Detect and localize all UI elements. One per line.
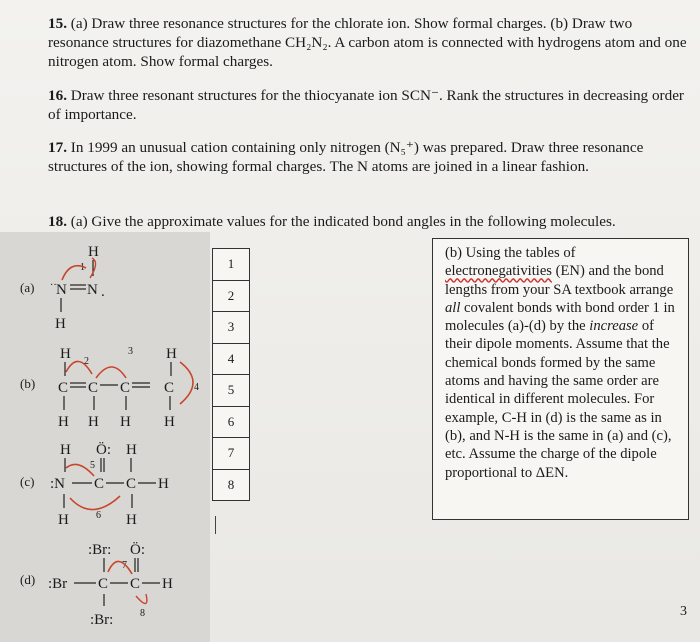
svg-text:4: 4 [194,382,199,393]
text-cursor [215,516,216,534]
svg-text:H: H [120,414,131,430]
svg-text:H: H [166,346,177,362]
svg-text:H: H [126,512,137,528]
page-number: 3 [680,604,687,619]
answer-cell-7[interactable]: 7 [213,438,249,470]
part-b-text-4: all [445,299,461,316]
answer-cell-2[interactable]: 2 [213,281,249,313]
svg-text::Br:: :Br: [88,542,112,558]
svg-text:3: 3 [128,346,133,357]
svg-text:H: H [88,414,99,430]
svg-text:2: 2 [84,356,89,367]
bond-angle-answer-table [212,248,250,501]
molecule-b-structure [58,346,199,430]
molecule-a-label: (a) [20,280,35,295]
part-b-box [432,238,689,520]
svg-text:C: C [58,380,69,396]
svg-text:8: 8 [140,608,145,619]
svg-text:H: H [88,244,99,260]
question-17-number: 17. [48,139,67,156]
svg-text:7: 7 [122,560,127,571]
answer-cell-1[interactable]: 1 [213,249,249,281]
svg-text::Br: :Br [48,576,68,592]
svg-text:C: C [126,476,137,492]
molecule-a-structure [50,244,105,332]
svg-text:H: H [58,414,69,430]
svg-text:H: H [60,442,71,458]
molecule-d-label: (d) [20,572,36,587]
svg-text:6: 6 [96,510,101,521]
svg-text:H: H [58,512,69,528]
answer-cell-3[interactable]: 3 [213,312,249,344]
part-b-text-1: (b) Using the tables of [445,245,576,261]
question-15-number: 15. [48,15,67,32]
svg-text::N: :N [50,476,65,492]
svg-text:H: H [162,576,173,592]
svg-text:H: H [164,414,175,430]
molecule-structures-figure [0,232,215,642]
part-b-text-6: increase [589,318,639,335]
svg-text:C: C [164,380,175,396]
part-b-text-7: of their dipole moments. Assume that the chemical bonds formed by the same atoms and having the same order are identical in different molecules. For example, C-H in (d) is the same as in (b), and N-H is the same in (a) and (c), etc. Assume the charge of the dipole proportional to ΔEN. [445,318,672,481]
question-16-text: Draw three resonant structures for the thiocyanate ion SCN⁻. Rank the structures in decreasing order of importance. [48,87,684,123]
question-16 [48,86,688,124]
question-16-number: 16. [48,87,67,104]
svg-text:··: ·· [50,280,57,291]
molecule-d-structure [48,541,173,628]
svg-text:H: H [60,346,71,362]
molecule-c-structure [50,441,169,528]
svg-text:Ö:: Ö: [130,542,145,558]
question-17-text: In 1999 an unusual cation containing only nitrogen (N₅⁺) was prepared. Draw three resonance structures of the ion, showing formal charges. The N atoms are joined in a linear fashion. [48,139,644,175]
question-15 [48,14,688,71]
svg-text:H: H [126,442,137,458]
answer-cell-6[interactable]: 6 [213,407,249,439]
svg-text:.: . [101,284,105,300]
part-b-text-2: electronegativities [445,263,552,280]
part-b-text-5: covalent bonds with bond order 1 in molecules (a)-(d) by the [445,299,675,335]
svg-text:1: 1 [80,262,85,273]
molecule-c-label: (c) [20,474,35,489]
part-b-text-3: (EN) and the bond lengths from your SA textbook arrange [445,263,674,298]
svg-text::Br:: :Br: [90,612,114,628]
svg-text:5: 5 [90,460,95,471]
svg-text:C: C [98,576,109,592]
answer-cell-5[interactable]: 5 [213,375,249,407]
svg-text:H: H [158,476,169,492]
question-18-text: (a) Give the approximate values for the indicated bond angles in the following molecules. [66,213,616,230]
question-18-number: 18. [48,213,67,230]
svg-text:C: C [130,576,141,592]
svg-text:C: C [120,380,131,396]
svg-text:N: N [56,282,67,298]
question-15-text: (a) Draw three resonance structures for the chlorate ion. Show formal charges. (b) Draw two resonance structures for diazomethane CH₂N₂. A carbon atom is connected with hydrogens atom and one nitrogen atom. Show formal charges. [48,15,687,70]
answer-cell-4[interactable]: 4 [213,344,249,376]
answer-cell-8[interactable]: 8 [227,476,235,492]
svg-text:C: C [88,380,99,396]
question-17 [48,138,688,176]
svg-text:H: H [55,316,66,332]
svg-text:N: N [87,282,98,298]
molecule-b-label: (b) [20,376,36,391]
svg-text:Ö:: Ö: [96,442,111,458]
question-18 [48,212,688,231]
svg-text:C: C [94,476,105,492]
